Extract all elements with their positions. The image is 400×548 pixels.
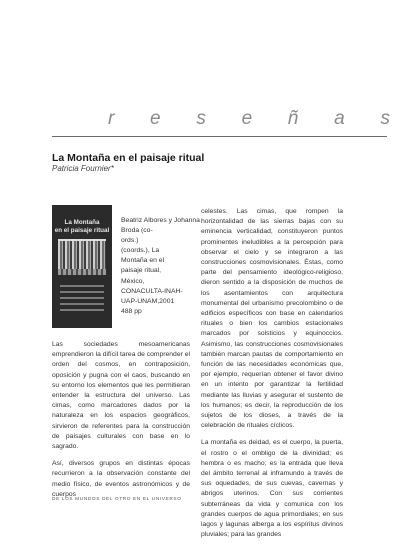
section-letter: s [380,108,390,129]
bib-line: México, [121,277,145,285]
review-title: La Montaña en el paisaje ritual [52,152,205,164]
review-author: Patricia Fournier* [52,164,114,173]
bib-line: UAP-UNAM,2001 [121,297,175,305]
bib-line: Broda (co- [121,227,153,235]
bib-line: Montaña en el [121,257,165,265]
book-cover-title [52,219,112,234]
body-paragraph: celestes. Las cimas, que rompen la horizontalidad de las sierras bajas con su eminencia verticalidad, constituyeron puntos prominentes ineludibles a la percepción para observar el cielo y se integraron a las construcciones cosmovisionales. Éstas, como parte del pensamiento ideológico-religioso, dieron sentido a la disposición de muchos de los asentamientos con arquitectura monumental del urbanismo precolombino o de edificios específicos con base en calendarios rituales o bien los cambios estacionales marcados por solsticios y equinoccios. Asimismo, las construcciones cosmovisionales también marcan pautas de comportamiento en función de las necesidades económicas que, por ejemplo, requerían obtener el favor divino en un intento por garantizar la fertilidad mediante las lluvias y asegurar el sustento de los humanos; es decir, la reproducción de los sujetos de los dioses, a través de la celebración de rituales cíclicos. [201,208,343,430]
section-letter: e [150,108,161,129]
book-cover-title-line: en el paisaje ritual [54,226,110,234]
bib-line: 488 pp [121,307,142,315]
bib-line: ords.) [121,237,139,245]
bib-line: paisaje ritual, [121,267,162,275]
body-paragraph: La montaña es deidad, es el cuerpo, la puerta, el rostro o el ombligo de la divinidad; es hembra o es macho; es la entrada que lleva del ámbito terrenal al inframundo a través de sus oquedades, de sus cuevas, cavernas y abrigos uterinos. Con sus corrientes subterráneas da vida y comunica con los grandes cuerpos de agua primordiales; en sus lagos y lagunas alberga a los espíritus divinos pluviales; para las grandes [201,439,343,539]
book-cover-text-block [60,285,104,315]
book-cover-title-line: La Montaña [64,219,100,226]
bibliographic-reference [121,216,200,317]
body-column-right [201,207,343,548]
section-heading [108,108,390,130]
section-letter: s [196,108,206,129]
book-cover-band [58,269,106,275]
section-letter: r [108,108,115,129]
bib-line: (coords.), La [121,247,160,255]
body-paragraph: Así, diversos grupos en distintas épocas recurrieron a la observación constante del medio físico, de eventos astronómicos y de cuerpos [52,460,190,498]
body-column-left [52,340,190,507]
section-letter: ñ [287,108,299,129]
book-cover-artwork [58,239,106,271]
section-letter: e [241,108,253,129]
bib-line: Beatriz Albores y Johanna [121,217,200,224]
page-footer: DE LOS MUNDOS DEL OTRO EN EL UNIVERSO [52,497,182,502]
section-divider [52,136,387,137]
bib-line: CONACULTA-INAH- [121,287,183,295]
book-cover-image [52,205,112,328]
section-letter: a [334,108,345,129]
body-paragraph: Las sociedades mesoamericanas emprendieron la difícil tarea de comprender el orden del cosmos, en contraposición, oposición y pugna con el caos, buscando en su entorno los elementos que les permitieran entender la estructura del universo. Las cimas, como marcadores dados por la naturaleza en los espacios geográficos, sirvieron de referentes para la construcción de paisajes culturales con base en lo sagrado. [52,341,190,451]
